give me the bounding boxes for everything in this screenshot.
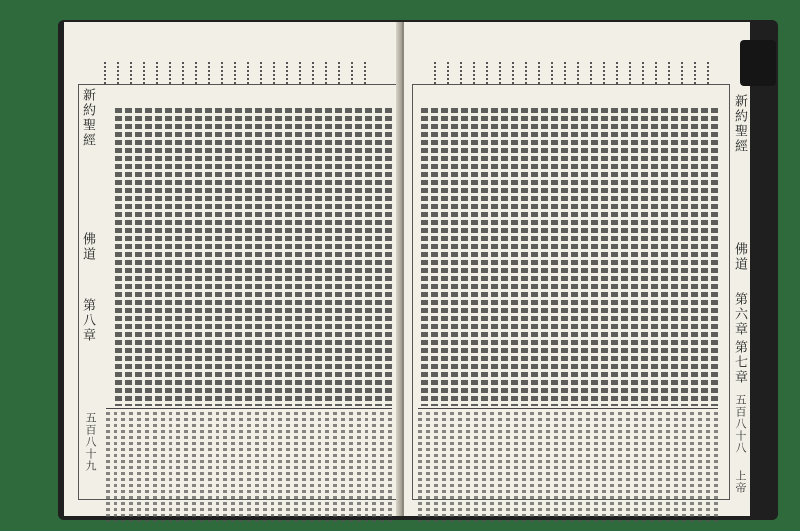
left-header-notes bbox=[104, 62, 377, 88]
left-main-text bbox=[106, 108, 392, 406]
book-clip bbox=[740, 40, 776, 86]
right-header-notes bbox=[434, 62, 720, 88]
left-running-title: 新約聖經 bbox=[80, 88, 95, 148]
right-page bbox=[404, 22, 750, 516]
right-notes-rule bbox=[418, 408, 718, 409]
left-chapter-title: 第八章 bbox=[80, 298, 95, 343]
right-chapter-b: 第七章 bbox=[732, 340, 747, 385]
left-section-title: 佛道 bbox=[80, 232, 95, 262]
right-corner-mark: 上帝 bbox=[734, 470, 747, 494]
right-page-number: 五百八十八 bbox=[734, 394, 747, 454]
left-page bbox=[64, 22, 402, 516]
left-footnotes bbox=[106, 412, 392, 522]
right-running-title: 新約聖經 bbox=[732, 94, 747, 154]
right-footnotes bbox=[418, 412, 718, 522]
left-notes-rule bbox=[106, 408, 392, 409]
left-page-number: 五百八十九 bbox=[84, 412, 97, 472]
right-section-title: 佛道 bbox=[732, 242, 747, 272]
right-main-text bbox=[418, 108, 718, 406]
right-chapter-a: 第六章 bbox=[732, 292, 747, 337]
